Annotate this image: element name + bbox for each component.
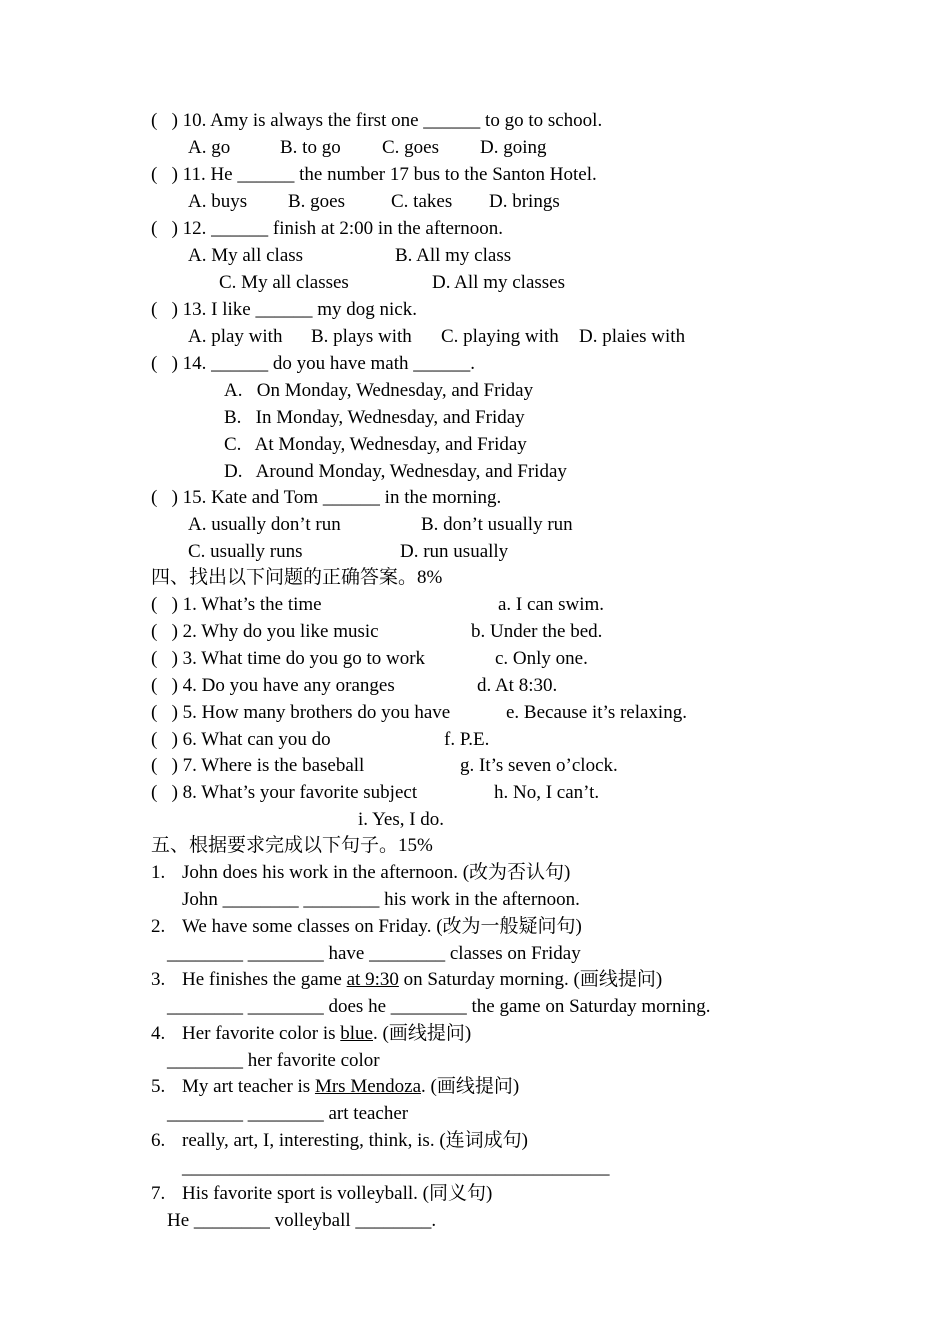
q13-stem: ( ) 13. I like ______ my dog nick.	[151, 299, 417, 320]
match-question: ( ) 7. Where is the baseball	[151, 755, 365, 776]
q15-option-a: A. usually don’t run	[188, 514, 341, 535]
item-number: 2.	[151, 916, 166, 937]
section4-heading: 四、找出以下问题的正确答案。8%	[151, 567, 443, 588]
item-sentence: He finishes the game at 9:30 on Saturday morning. (画线提问)	[182, 969, 663, 990]
item-number: 5.	[151, 1076, 166, 1097]
q15-option-b: B. don’t usually run	[421, 514, 573, 535]
match-answer: h. No, I can’t.	[494, 782, 600, 803]
q15-stem: ( ) 15. Kate and Tom ______ in the morning.	[151, 487, 502, 508]
item-sentence: John does his work in the afternoon. (改为否认句)	[182, 862, 571, 883]
match-question: ( ) 8. What’s your favorite subject	[151, 782, 418, 803]
match-question: ( ) 1. What’s the time	[151, 594, 322, 615]
q13-option-a: A. play with	[188, 326, 283, 347]
item-sentence: His favorite sport is volleyball. (同义句)	[182, 1183, 493, 1204]
q13-option-b: B. plays with	[311, 326, 412, 347]
q12-stem: ( ) 12. ______ finish at 2:00 in the afternoon.	[151, 218, 503, 239]
item-number: 4.	[151, 1023, 166, 1044]
answer-line: He ________ volleyball ________.	[167, 1210, 437, 1231]
match-question: ( ) 5. How many brothers do you have	[151, 702, 451, 723]
answer-line: _____________________________________________	[182, 1157, 610, 1178]
answer-line: John ________ ________ his work in the afternoon.	[182, 889, 580, 910]
match-question: ( ) 3. What time do you go to work	[151, 648, 426, 669]
underlined-phrase: Mrs Mendoza	[314, 1076, 422, 1097]
match-answer: c. Only one.	[495, 648, 588, 669]
q15-option-d: D. run usually	[400, 541, 509, 562]
q10-option-c: C. goes	[382, 137, 439, 158]
match-answer: e. Because it’s relaxing.	[506, 702, 687, 723]
q14-option-b: B. In Monday, Wednesday, and Friday	[224, 407, 525, 428]
q14-option-c: C. At Monday, Wednesday, and Friday	[224, 434, 527, 455]
underlined-phrase: at 9:30	[346, 969, 399, 990]
item-sentence: Her favorite color is blue. (画线提问)	[182, 1023, 472, 1044]
q10-option-d: D. going	[480, 137, 547, 158]
q10-option-a: A. go	[188, 137, 231, 158]
q14-option-d: D. Around Monday, Wednesday, and Friday	[224, 461, 567, 482]
match-answer: i. Yes, I do.	[358, 809, 445, 830]
item-sentence: really, art, I, interesting, think, is. (连词成句)	[182, 1130, 528, 1151]
item-number: 3.	[151, 969, 166, 990]
q13-option-c: C. playing with	[441, 326, 559, 347]
q11-option-d: D. brings	[489, 191, 560, 212]
q13-option-d: D. plaies with	[579, 326, 686, 347]
answer-line: ________ ________ art teacher	[167, 1103, 409, 1124]
match-question: ( ) 2. Why do you like music	[151, 621, 379, 642]
q14-stem: ( ) 14. ______ do you have math ______.	[151, 353, 476, 374]
q12-option-a: A. My all class	[188, 245, 304, 266]
q11-option-a: A. buys	[188, 191, 248, 212]
item-sentence: We have some classes on Friday. (改为一般疑问句)	[182, 916, 582, 937]
match-question: ( ) 6. What can you do	[151, 729, 331, 750]
match-answer: f. P.E.	[444, 729, 490, 750]
answer-line: ________ ________ have ________ classes on Friday	[167, 943, 581, 964]
q10-stem: ( ) 10. Amy is always the first one ______ to go to school.	[151, 110, 603, 131]
q11-stem: ( ) 11. He ______ the number 17 bus to the Santon Hotel.	[151, 164, 597, 185]
match-answer: a. I can swim.	[498, 594, 605, 615]
answer-line: ________ her favorite color	[167, 1050, 380, 1071]
q11-option-c: C. takes	[391, 191, 453, 212]
underlined-phrase: blue	[340, 1023, 373, 1044]
q15-option-c: C. usually runs	[188, 541, 303, 562]
q12-option-c: C. My all classes	[219, 272, 349, 293]
match-answer: d. At 8:30.	[477, 675, 558, 696]
answer-line: ________ ________ does he ________ the game on Saturday morning.	[167, 996, 711, 1017]
match-answer: g. It’s seven o’clock.	[460, 755, 618, 776]
item-sentence: My art teacher is Mrs Mendoza. (画线提问)	[182, 1076, 520, 1097]
section5-heading: 五、根据要求完成以下句子。15%	[151, 835, 433, 856]
item-number: 6.	[151, 1130, 166, 1151]
q14-option-a: A. On Monday, Wednesday, and Friday	[224, 380, 534, 401]
q12-option-b: B. All my class	[395, 245, 512, 266]
q11-option-b: B. goes	[288, 191, 345, 212]
match-question: ( ) 4. Do you have any oranges	[151, 675, 395, 696]
item-number: 7.	[151, 1183, 166, 1204]
item-number: 1.	[151, 862, 166, 883]
q12-option-d: D. All my classes	[432, 272, 565, 293]
q10-option-b: B. to go	[280, 137, 341, 158]
match-answer: b. Under the bed.	[471, 621, 603, 642]
